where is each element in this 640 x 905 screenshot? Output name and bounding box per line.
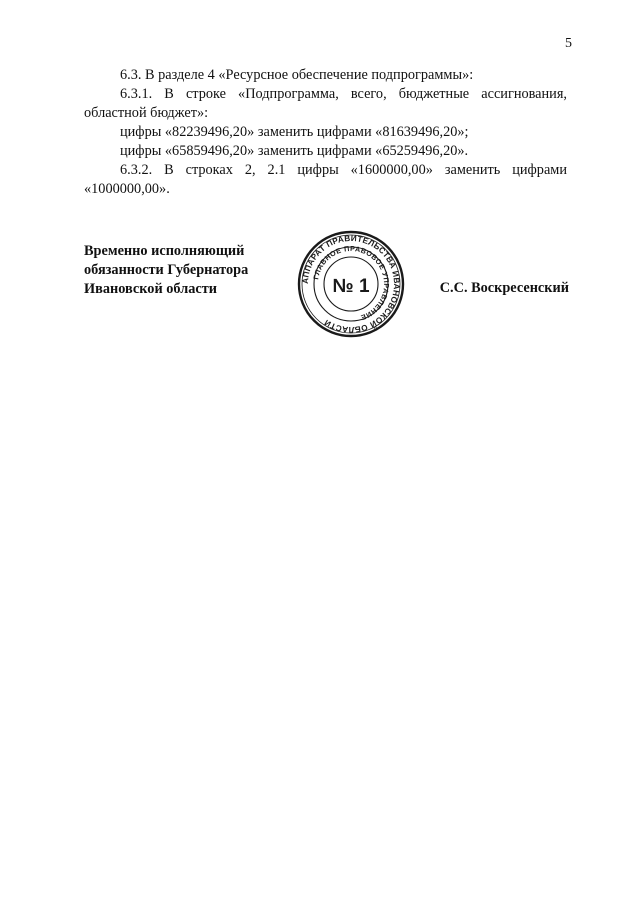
page-number: 5 (565, 36, 572, 51)
signer-name: С.С. Воскресенский (439, 280, 569, 296)
signer-title (84, 242, 248, 299)
signer-title-line-1: Временно исполняющий (84, 243, 245, 259)
seal-inner-ring-text: ГЛАВНОЕ ПРАВОВОЕ УПРАВЛЕНИЕ (311, 243, 392, 323)
seal-center-number: № 1 (332, 276, 370, 297)
seal-outer-ring-text: АППАРАТ ПРАВИТЕЛЬСТВА ИВАНОВСКОЙ ОБЛАСТИ (300, 233, 402, 335)
signer-title-line-3: Ивановской области (84, 281, 217, 297)
paragraph-figures-replacement-2: цифры «65859496,20» заменить цифрами «65259496,20». (120, 143, 469, 159)
official-seal-stamp (297, 230, 405, 338)
document-body (84, 66, 567, 199)
seal-graphic (297, 230, 405, 338)
paragraph-6-3-2: 6.3.2. В строках 2, 2.1 цифры «1600000,00» заменить цифрами «1000000,00». (84, 162, 567, 197)
paragraph-6-3-1: 6.3.1. В строке «Подпрограмма, всего, бюджетные ассигнования, областной бюджет»: (84, 86, 567, 121)
signer-title-line-2: обязанности Губернатора (84, 262, 249, 278)
signature-block (84, 230, 569, 340)
paragraph-figures-replacement-1: цифры «82239496,20» заменить цифрами «81639496,20»; (120, 124, 469, 140)
paragraph-6-3: 6.3. В разделе 4 «Ресурсное обеспечение подпрограммы»: (120, 67, 474, 83)
